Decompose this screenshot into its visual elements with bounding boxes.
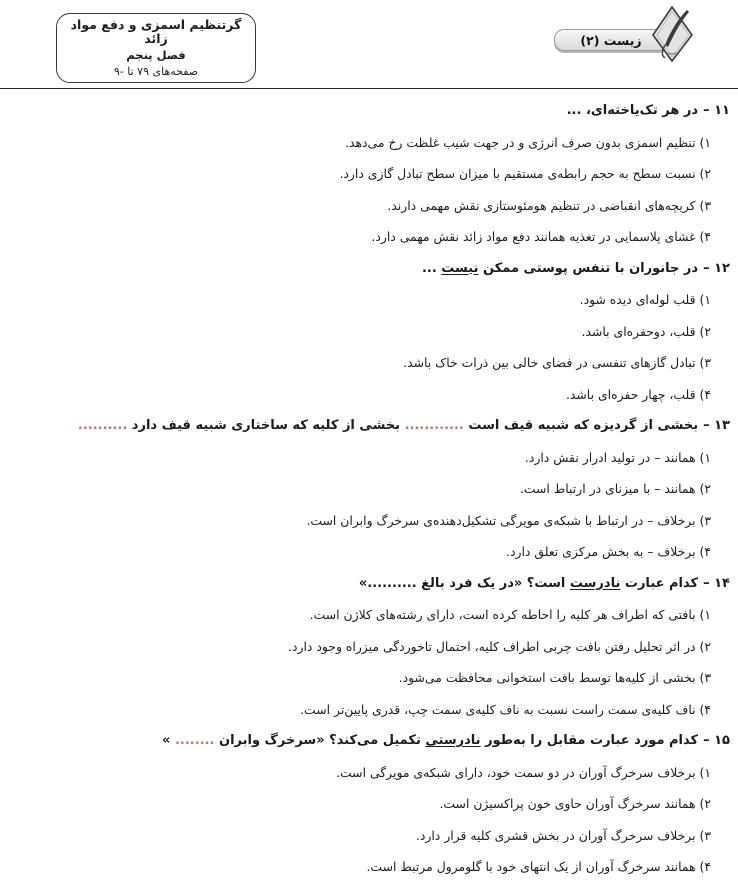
question-text: بخشی از گردیزه که شبیه قیف است [463,418,699,433]
question-text: ... [421,260,442,276]
question-header [8,410,730,442]
question-text: تکمیل می‌کند؟ «سرخرگ وابران [214,733,426,748]
answer-option: ۱) برخلاف سرخرگ آوران در دو سمت خود، دارای شبکه‌ی مویرگی است. [336,764,711,780]
question-header [8,253,730,285]
question-text: است؟ «در یک فرد بالغ ..........» [358,575,570,591]
chapter-title: گرتنظیم اسمزی و دفع مواد زائد [70,16,242,46]
answer-option: ۱) قلب لوله‌ای دیده شود. [579,292,711,307]
answer-option: ۱) همانند – در تولید ادرار نقش دارد. [524,449,711,465]
answer-option: ۲) قلب، دوحفره‌ای باشد. [581,323,711,339]
question-text: بخشی از کلیه که ساختاری شبیه قیف دارد [127,418,405,433]
answer-option: ۴) قلب، چهار حفره‌ای باشد. [565,386,711,402]
answer-option: ۲) در اثر تحلیل رفتن بافت چربی اطراف کلیه، احتمال تاخوردگی میزراه وجود دارد. [288,638,711,654]
question-number: ۱۱ – [703,103,730,118]
question-block [8,410,730,568]
question-block [8,568,730,726]
blank-dots: ........ [174,733,215,748]
question-text: » [162,733,175,748]
quill-icon [648,5,696,65]
question-text: کدام مورد عبارت مقابل را به‌طور [480,733,699,748]
blank-dots: .......... [77,418,128,433]
question-block [8,253,730,411]
question-block [8,725,730,883]
chapter-number: فصل پنجم [126,48,186,63]
question-header [8,568,730,600]
underlined-keyword: نیست [441,260,479,276]
question-number: ۱۳ – [703,418,730,433]
question-header [8,725,730,757]
answer-option: ۴) غشای پلاسمایی در تغذیه همانند دفع مواد زائد نقش مهمی دارد. [371,229,711,244]
answer-option: ۲) نسبت سطح به حجم رابطه‌ی مستقیم با میزان سطح تبادل گازی دارد. [339,166,711,181]
question-block [8,95,730,253]
answer-option: ۳) بخشی از کلیه‌ها توسط بافت استخوانی محافظت می‌شود. [398,670,711,685]
answer-option: ۳) برخلاف – در ارتباط با شبکه‌ی مویرگی تشکیل‌دهنده‌ی سرخرگ وابران است. [306,512,711,528]
blank-dots: ............ [404,418,464,433]
underlined-keyword: نادرستی [425,733,481,748]
answer-option: ۲) همانند سرخرگ آوران حاوی خون پراکسیژن است. [439,796,711,811]
question-number: ۱۴ – [703,575,730,591]
question-number: ۱۲ – [703,260,730,276]
chapter-info-box [56,13,256,83]
answer-option: ۲) همانند – با میزنای در ارتباط است. [519,481,711,496]
question-text: در جانوران با تنفس پوستی ممکن [478,260,699,276]
course-label: زیست (۲) [580,32,642,48]
answer-option: ۱) تنظیم اسمزی بدون صرف انرژی و در جهت شیب غلظت رخ می‌دهد. [345,134,711,150]
question-header [8,95,730,127]
answer-option: ۳) تبادل گازهای تنفسی در فضای خالی بین ذرات خاک باشد. [403,355,711,370]
answer-option: ۴) ناف کلیه‌ی سمت راست نسبت به ناف کلیه‌ی سمت چپ، قدری پایین‌تر است. [300,701,711,717]
header-divider [0,88,738,89]
answer-option: ۴) برخلاف – به بخش مرکزی تعلق دارد. [506,544,711,559]
questions-list [8,95,730,883]
question-text: در هر تک‌یاخته‌ای، ... [566,103,699,118]
answer-option: ۳) کریچه‌های انقباضی در تنظیم هومئوستازی نقش مهمی دارند. [387,197,711,213]
question-number: ۱۵ – [703,733,730,748]
underlined-keyword: نادرست [569,575,621,591]
question-text: کدام عبارت [620,575,699,591]
chapter-pages-range: صفحه‌های ۷۹ تا -۹ [113,65,199,79]
answer-option: ۴) همانند سرخرگ آوران از یک انتهای خود با گلومرول مرتبط است. [366,859,711,874]
answer-option: ۱) بافتی که اطراف هر کلیه را احاطه کرده است، دارای رشته‌های کلاژن است. [309,607,711,622]
answer-option: ۳) برخلاف سرخرگ آوران در بخش قشری کلیه قرار دارد. [415,827,711,843]
